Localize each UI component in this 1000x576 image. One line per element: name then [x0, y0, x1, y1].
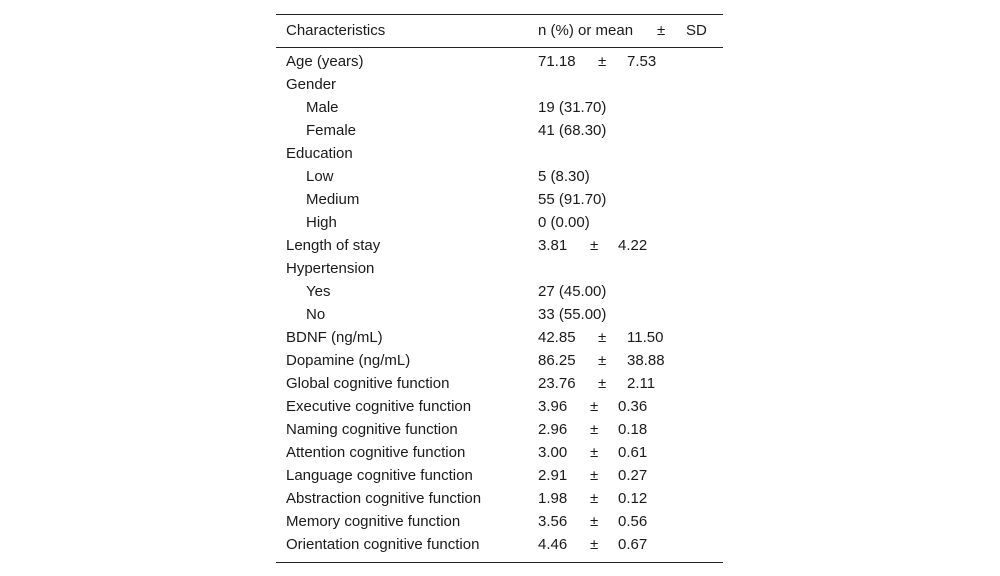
row-label: Gender [286, 75, 337, 93]
row-value: 3.56 [538, 512, 568, 530]
row-label: Education [286, 144, 353, 162]
row-label: Naming cognitive function [286, 420, 458, 438]
row-sd: 0.36 [618, 397, 648, 415]
table-bottom-rule [276, 562, 723, 563]
row-label: Yes [306, 282, 331, 300]
row-label: Low [306, 167, 334, 185]
row-plus-minus: ± [590, 535, 599, 553]
table-row [276, 280, 723, 303]
row-value: 71.18 [538, 52, 576, 70]
row-sd: 38.88 [627, 351, 665, 369]
row-plus-minus: ± [590, 420, 599, 438]
row-label: Age (years) [286, 52, 364, 70]
row-value: 2.91 [538, 466, 568, 484]
row-plus-minus: ± [590, 489, 599, 507]
row-plus-minus: ± [598, 374, 607, 392]
table-row [276, 50, 723, 73]
row-label: No [306, 305, 326, 323]
row-sd: 0.67 [618, 535, 648, 553]
table-row [276, 372, 723, 395]
table-row [276, 464, 723, 487]
table-row [276, 533, 723, 556]
row-plus-minus: ± [590, 466, 599, 484]
row-value: 55 (91.70) [538, 190, 607, 208]
header-plus-minus: ± [657, 22, 666, 39]
table-row [276, 234, 723, 257]
row-label: Orientation cognitive function [286, 535, 480, 553]
row-sd: 2.11 [627, 374, 656, 392]
row-label: Language cognitive function [286, 466, 473, 484]
row-label: High [306, 213, 337, 231]
row-plus-minus: ± [598, 328, 607, 346]
row-plus-minus: ± [590, 512, 599, 530]
table-row [276, 73, 723, 96]
table-row [276, 326, 723, 349]
table-header-row [276, 15, 723, 47]
row-plus-minus: ± [590, 397, 599, 415]
table-row [276, 188, 723, 211]
row-label: Attention cognitive function [286, 443, 466, 461]
row-label: Memory cognitive function [286, 512, 461, 530]
row-sd: 7.53 [627, 52, 657, 70]
row-label: Length of stay [286, 236, 381, 254]
row-plus-minus: ± [598, 52, 607, 70]
row-value: 4.46 [538, 535, 568, 553]
row-value: 86.25 [538, 351, 576, 369]
table-row [276, 441, 723, 464]
row-sd: 0.27 [618, 466, 648, 484]
row-sd: 0.61 [618, 443, 648, 461]
header-value: n (%) or mean [538, 22, 634, 39]
row-value: 23.76 [538, 374, 576, 392]
row-sd: 0.12 [618, 489, 648, 507]
table-row [276, 96, 723, 119]
row-value: 41 (68.30) [538, 121, 607, 139]
row-value: 33 (55.00) [538, 305, 607, 323]
table-row [276, 119, 723, 142]
row-value: 5 (8.30) [538, 167, 590, 185]
row-plus-minus: ± [598, 351, 607, 369]
row-value: 1.98 [538, 489, 568, 507]
row-value: 0 (0.00) [538, 213, 590, 231]
row-plus-minus: ± [590, 443, 599, 461]
row-label: Dopamine (ng/mL) [286, 351, 411, 369]
row-sd: 11.50 [627, 328, 664, 346]
row-value: 42.85 [538, 328, 576, 346]
row-sd: 0.56 [618, 512, 648, 530]
characteristics-table [276, 14, 723, 563]
table-row [276, 349, 723, 372]
table-body [276, 48, 723, 562]
row-plus-minus: ± [590, 236, 599, 254]
table-row [276, 257, 723, 280]
table-row [276, 510, 723, 533]
row-label: Male [306, 98, 339, 116]
row-value: 3.00 [538, 443, 568, 461]
header-sd: SD [686, 22, 707, 39]
table-row [276, 165, 723, 188]
table-row [276, 395, 723, 418]
row-value: 27 (45.00) [538, 282, 607, 300]
table-row [276, 487, 723, 510]
row-label: Female [306, 121, 357, 139]
row-label: BDNF (ng/mL) [286, 328, 383, 346]
row-value: 19 (31.70) [538, 98, 607, 116]
row-label: Abstraction cognitive function [286, 489, 482, 507]
row-sd: 0.18 [618, 420, 648, 438]
table-row [276, 211, 723, 234]
table-row [276, 142, 723, 165]
row-label: Executive cognitive function [286, 397, 472, 415]
row-label: Global cognitive function [286, 374, 450, 392]
table-row [276, 303, 723, 326]
row-label: Hypertension [286, 259, 375, 277]
row-value: 3.81 [538, 236, 568, 254]
table-row [276, 418, 723, 441]
row-label: Medium [306, 190, 360, 208]
row-sd: 4.22 [618, 236, 648, 254]
header-characteristics: Characteristics [286, 22, 386, 39]
row-value: 2.96 [538, 420, 568, 438]
row-value: 3.96 [538, 397, 568, 415]
